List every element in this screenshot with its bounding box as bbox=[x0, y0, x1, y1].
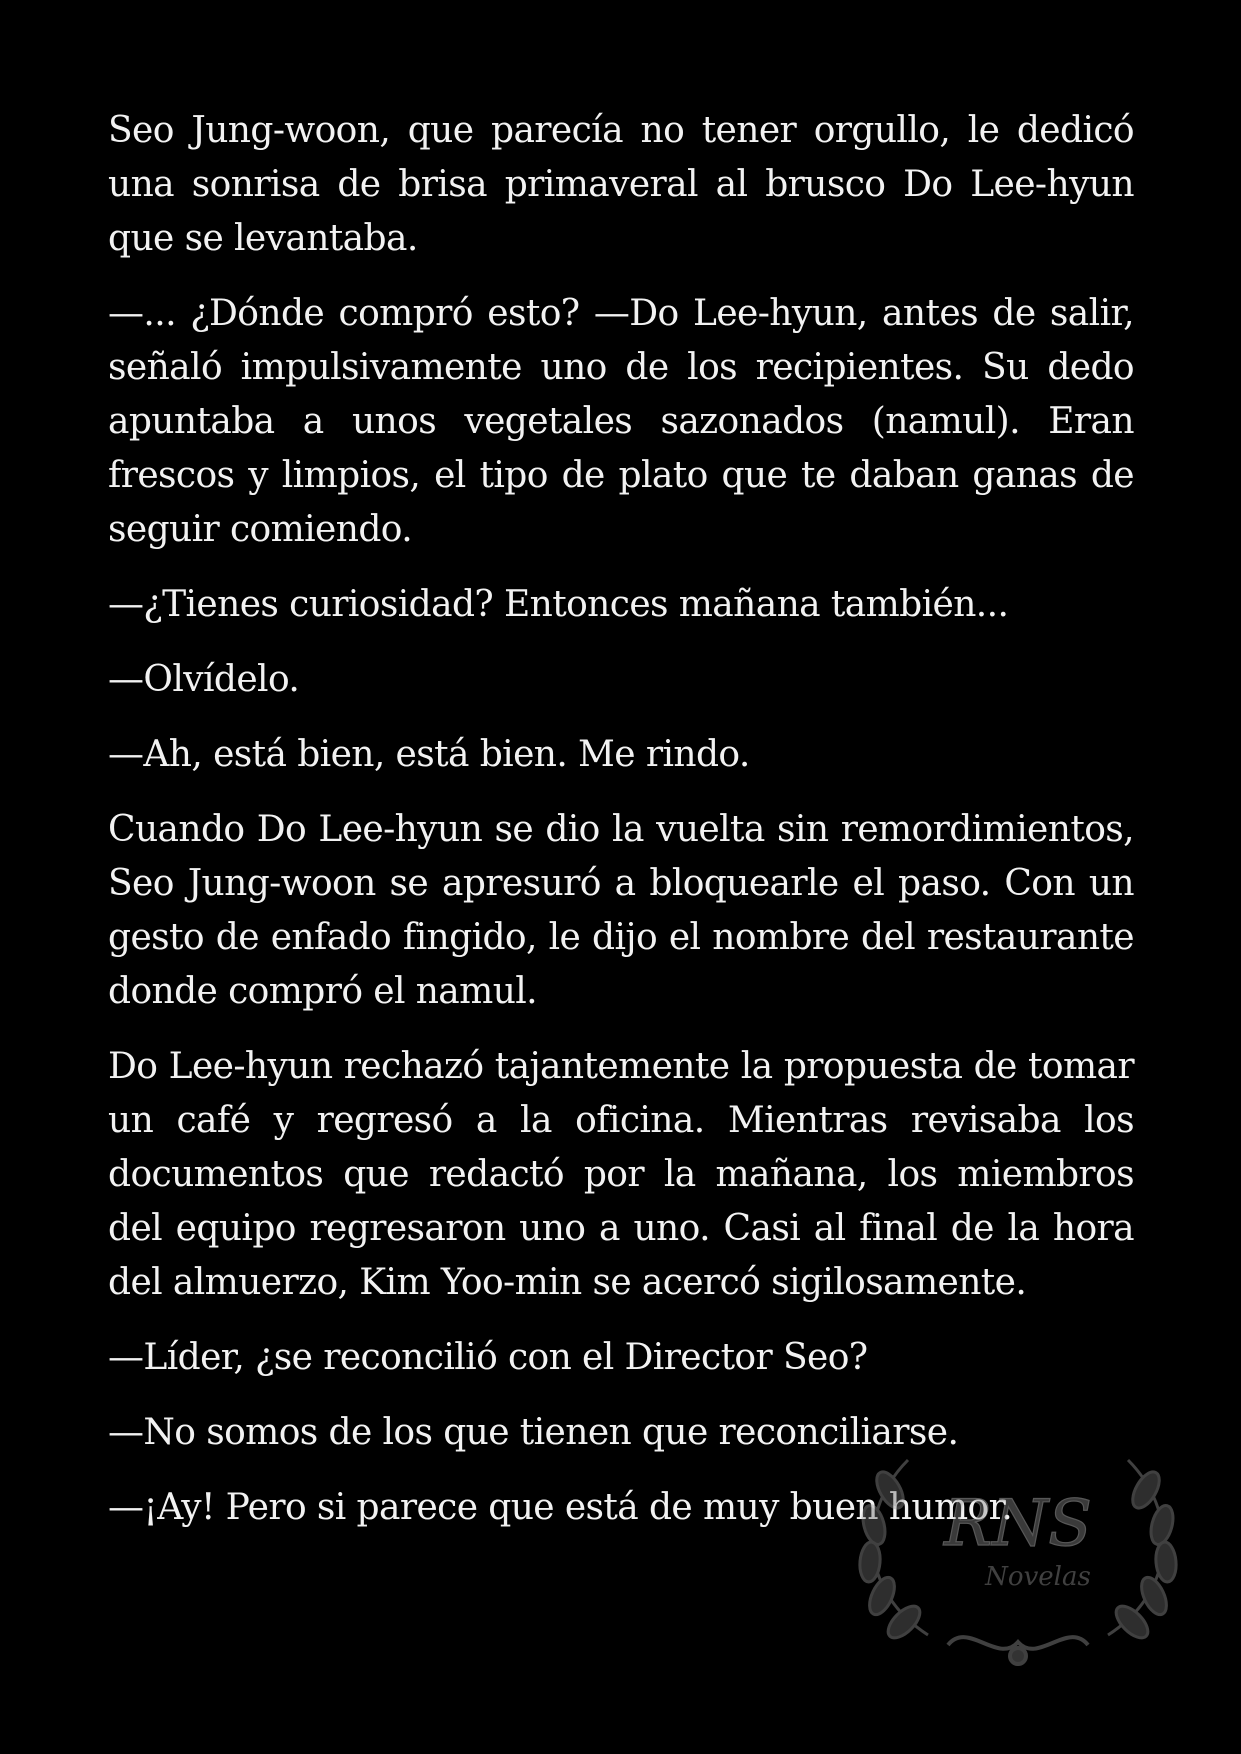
dialogue-line: —Líder, ¿se reconcilió con el Director Seo? bbox=[108, 1337, 868, 1378]
paragraph: Seo Jung-woon, que parecía no tener orgullo, le dedicó una sonrisa de brisa primaveral al brusco Do Lee-hyun que se levantaba. bbox=[108, 110, 1134, 259]
body-text bbox=[108, 104, 1134, 1556]
dialogue-line: —¿Tienes curiosidad? Entonces mañana también... bbox=[108, 584, 1009, 625]
dialogue-line: —¡Ay! Pero si parece que está de muy buen humor. bbox=[108, 1487, 1013, 1528]
paragraph: —... ¿Dónde compró esto? —Do Lee-hyun, antes de salir, señaló impulsivamente uno de los recipientes. Su dedo apuntaba a unos vegetales sazonados (namul). Eran frescos y limpios, el tipo de plato que te daban ganas de seguir comiendo. bbox=[108, 293, 1134, 550]
ornament-icon bbox=[948, 1637, 1088, 1664]
paragraph: Cuando Do Lee-hyun se dio la vuelta sin remordimientos, Seo Jung-woon se apresuró a bloquearle el paso. Con un gesto de enfado fingido, le dijo el nombre del restaurante donde compró el namul. bbox=[108, 809, 1134, 1012]
dialogue-line: —No somos de los que tienen que reconciliarse. bbox=[108, 1412, 959, 1453]
watermark-subtitle: Novelas bbox=[985, 1562, 1091, 1592]
dialogue-line: —Olvídelo. bbox=[108, 659, 300, 700]
watermark-title: RNS bbox=[943, 1487, 1093, 1561]
dialogue-line: —Ah, está bien, está bien. Me rindo. bbox=[108, 734, 750, 775]
paragraph: Do Lee-hyun rechazó tajantemente la propuesta de tomar un café y regresó a la oficina. Mientras revisaba los documentos que redactó por la mañana, los miembros del equipo regresaron uno a uno. Casi al final de la hora del almuerzo, Kim Yoo-min se acercó sigilosamente. bbox=[108, 1046, 1134, 1303]
